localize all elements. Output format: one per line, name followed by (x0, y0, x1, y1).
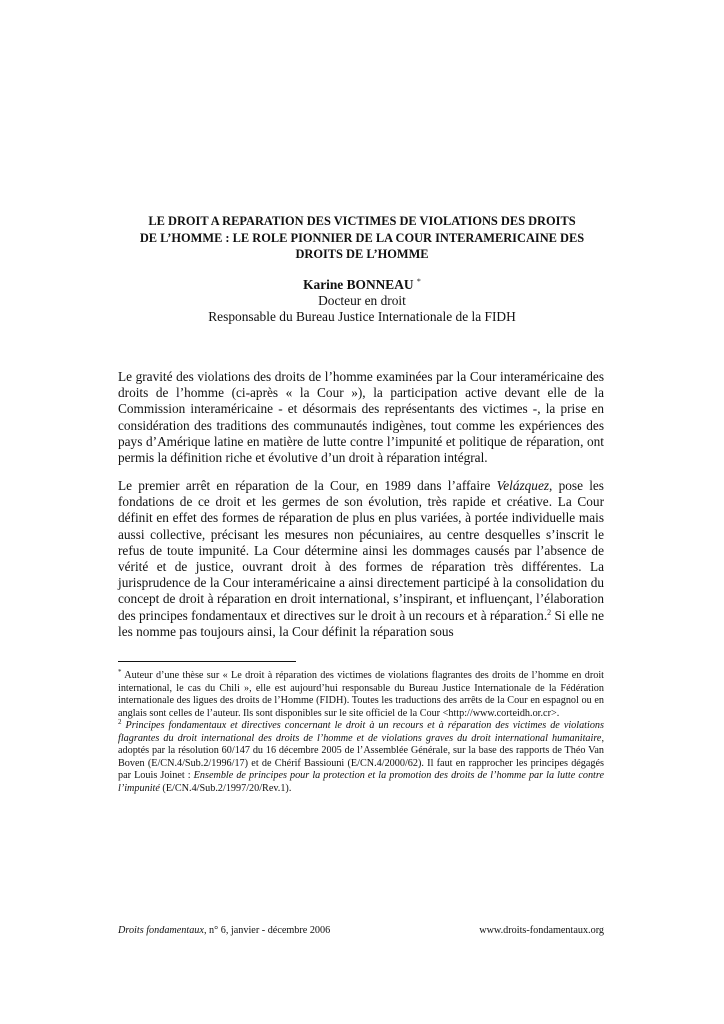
author-footnote-marker[interactable]: * (416, 277, 421, 286)
author-block (118, 274, 606, 325)
footnote-2-joinet-title: Ensemble de principes pour la protection et la promotion des droits de l’homme par la lutte contre l’impunité (118, 770, 604, 794)
footer-issue: , n° 6, janvier - décembre 2006 (203, 925, 331, 936)
footnote-2-title: Principes fondamentaux et directives concernant le droit à un recours et à réparation des victimes de violations flagrantes du droit international des droits de l’homme et de violations graves du droit international humanitaire (118, 720, 604, 744)
footnote-2-marker: 2 (118, 718, 122, 726)
footnote-2-text-2: (E/CN.4/Sub.2/1997/20/Rev.1). (159, 782, 292, 794)
paragraph-1: Le gravité des violations des droits de l’homme examinées par la Cour interaméricaine des droits de l’homme (ci-après « la Cour »), la participation active devant elle de la Commission interaméricaine - et désormais des représentants des victimes -, la prise en considération des traditions des communautés indigènes, tout comme les expériences des pays d’Amérique latine en matière de lutte contre l’impunité et politique de réparation, ont permis la définition riche et évolutive d’un droit à réparation intégral. (118, 369, 604, 466)
footnote-2-text-1: , adoptés par la résolution 60/147 du 16 décembre 2005 de l’Assemblée Générale, sur la base des rapports de Théo Van Boven (E/CN.4/Sub.2/1996/17) et de Chérif Bassiouni (E/CN.4/2000/62). Il faut en rapprocher les principes dégagés par Louis Joinet : (118, 732, 604, 781)
title-line-1: LE DROIT A REPARATION DES VICTIMES DE VIOLATIONS DES DROITS (148, 214, 576, 228)
footer-website-link[interactable]: www.droits-fondamentaux.org (479, 925, 604, 936)
author-degree: Docteur en droit (318, 293, 406, 308)
footnote-2 (118, 720, 604, 795)
author-name: Karine BONNEAU (303, 277, 414, 292)
article-title (118, 213, 606, 263)
title-line-3: DROITS DE L’HOMME (295, 247, 429, 261)
footer-citation (118, 924, 330, 938)
author-name-line (118, 274, 606, 293)
footnote-separator (118, 661, 296, 662)
footnote-ref-2[interactable]: 2 (547, 607, 552, 617)
paragraph-2-part-b: , pose les fondations de ce droit et les germes de son évolution, très rapide et créative. La Cour définit en effet des formes de réparation de plus en plus variées, à portée individuelle mais aussi collective, précisant les mesures non pécuniaires, au centre desquelles s’inscrit le refus de toute impunité. La Cour détermine ainsi les dommages causés par l’absence de vérité et de justice, ouvrant droit à des formes de réparation très différentes. La jurisprudence de la Cour interaméricaine a ainsi directement participé à la consolidation du concept de droit à réparation en droit international, s’inspirant, et influençant, l’élaboration des principes fondamentaux et directives sur le droit à un recours et à réparation. (118, 478, 604, 623)
footer-journal-name: Droits fondamentaux (118, 925, 204, 936)
author-position: Responsable du Bureau Justice Internationale de la FIDH (208, 309, 516, 324)
case-name: Velázquez (496, 478, 550, 493)
footnote-1-marker: * (118, 668, 122, 676)
page-footer (118, 924, 604, 938)
paragraph-2 (118, 478, 604, 640)
footnote-1 (118, 670, 604, 720)
paragraph-2-part-a: Le premier arrêt en réparation de la Cour, en 1989 dans l’affaire (118, 478, 497, 493)
title-line-2: DE L’HOMME : LE ROLE PIONNIER DE LA COUR INTERAMERICAINE DES (139, 230, 585, 245)
paragraph-2-part-c: Si elle ne les nomme pas toujours ainsi, la Cour définit la réparation sous (118, 607, 604, 639)
footnote-1-text: Auteur d’une thèse sur « Le droit à réparation des victimes de violations flagrantes des droits de l’homme en droit international, le cas du Chili », elle est aujourd’hui responsable du Bureau Justice Internationale de la Fédération internationale des ligues des droits de l’Homme (FIDH). Toutes les traductions des arrêts de la Cour en espagnol ou en anglais sont celles de l’auteur. Ils sont disponibles sur le site officiel de la Cour <http://www.corteidh.or.cr>. (118, 670, 604, 719)
footnotes (118, 670, 604, 795)
